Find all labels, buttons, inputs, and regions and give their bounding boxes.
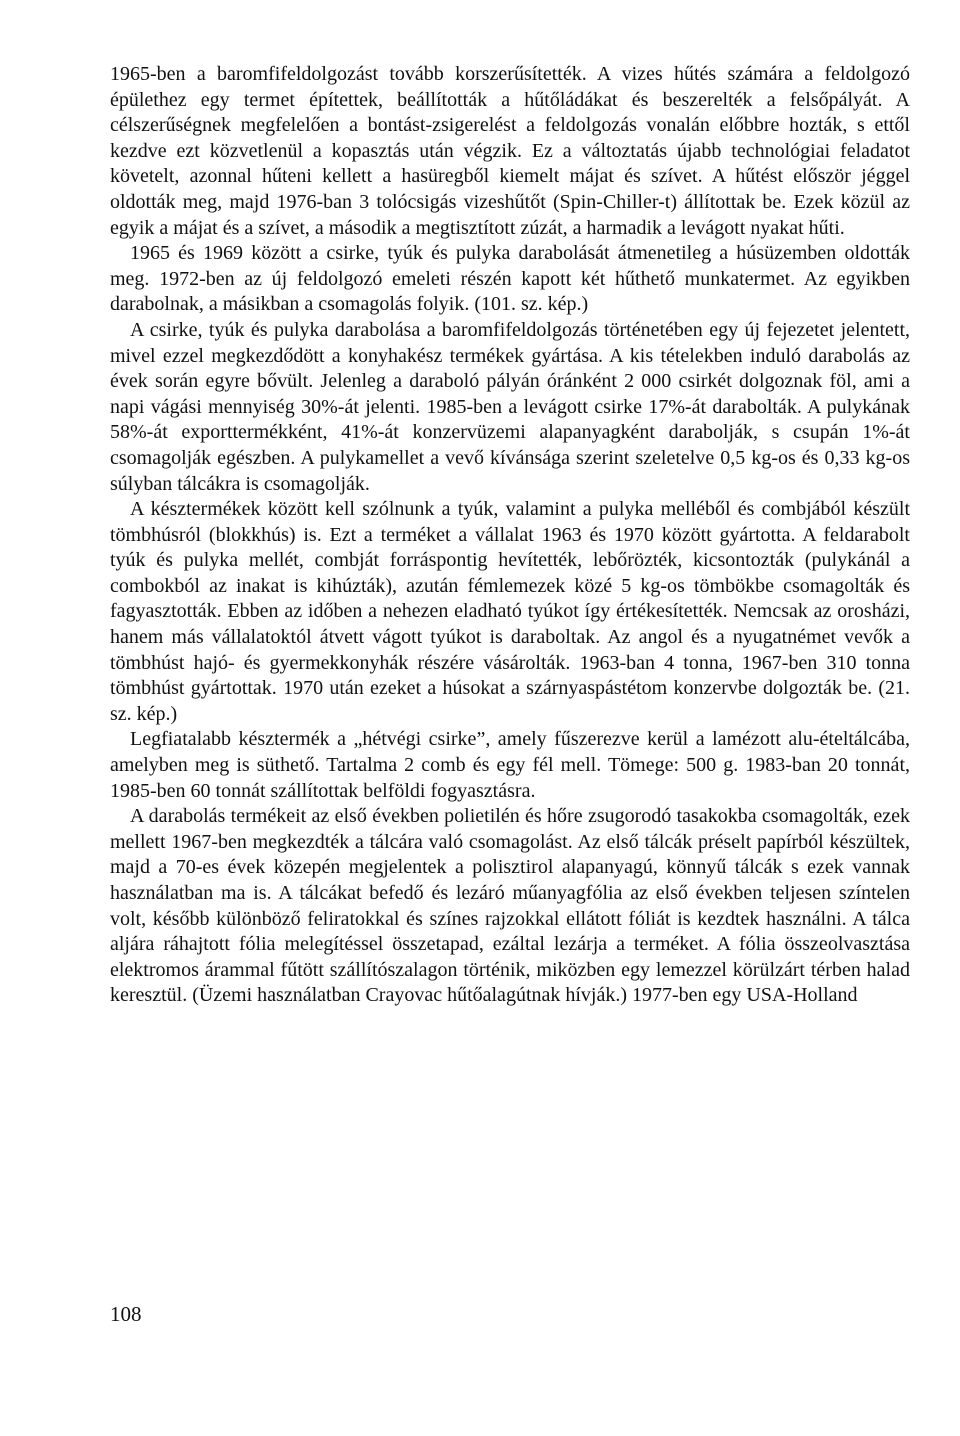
paragraph-3: A csirke, tyúk és pulyka darabolása a baromfifeldolgozás történetében egy új fejezetet jelentett, mivel ezzel megkezdődött a konyhakész termékek gyártása. A kis tételekben induló darabolás az évek során egyre bővült. Jelenleg a daraboló pályán óránként 2 000 csirkét dolgoznak föl, ami a napi vágási mennyiség 30%-át jelenti. 1985-ben a levágott csirke 17%-át darabolták. A pulykának 58%-át exporttermékként, 41%-át konzervüzemi alapanyagként darabolják, s csupán 1%-át csomagolják egészben. A pulykamellet a vevő kívánsága szerint szeletelve 0,5 kg-os és 0,33 kg-os súlyban tálcákra is csomagolják. — [110, 318, 910, 495]
paragraph-5: Legfiatalabb késztermék a „hétvégi csirke”, amely fűszerezve kerül a lamézott alu-ételtálcába, amelyben meg is süthető. Tartalma 2 comb és egy fél mell. Tömege: 500 g. 1983-ban 20 tonnát, 1985-ben 60 tonnát szállítottak belföldi fogyasztásra. — [110, 728, 910, 802]
paragraph-4: A késztermékek között kell szólnunk a tyúk, valamint a pulyka melléből és combjából készült tömbhúsról (blokkhús) is. Ezt a terméket a vállalat 1963 és 1970 között gyártotta. A feldarabolt tyúk és pulyka mellét, combját forráspontig hevítették, lebőrözték, kicsontozták (pulykánál a combokból az inakat is kihúzták), azután fémlemezek közé 5 kg-os tömbökbe csomagolták és fagyasztották. Ebben az időben a nehezen eladható tyúkot így értékesítették. Nemcsak az orosházi, hanem más vállalatoktól átvett vágott tyúkot is daraboltak. Az angol és a nyugatnémet vevők a tömbhúst hajó- és gyermekkonyhák részére vásárolták. 1963-ban 4 tonna, 1967-ben 310 tonna tömbhúst gyártottak. 1970 után ezeket a húsokat a szárnyaspástétom konzervbe dolgozták be. (21. sz. kép.) — [110, 498, 910, 725]
page-body — [110, 62, 910, 1009]
paragraph-1: 1965-ben a baromfifeldolgozást tovább korszerűsítették. A vizes hűtés számára a feldolgozó épülethez egy termet építettek, beállították a hűtőládákat és beszerelték a felsőpályát. A célszerűségnek megfelelően a bontást-zsigerelést a feldolgozás vonalán előbbre hozták, s ettől kezdve ezt közvetlenül a kopasztás után végzik. Ez a változtatás újabb technológiai feladatot követelt, azonnal hűteni kellett a hasüregből kiemelt májat és szívet. A hűtést először jéggel oldották meg, majd 1976-ban 3 tolócsigás vizeshűtőt (Spin-Chiller-t) állítottak be. Ezek közül az egyik a májat és a szívet, a második a megtisztított zúzát, a harmadik a levágott nyakat hűti. — [110, 63, 910, 239]
page-number: 108 — [110, 1302, 142, 1326]
paragraph-2: 1965 és 1969 között a csirke, tyúk és pulyka darabolását átmenetileg a húsüzemben oldották meg. 1972-ben az új feldolgozó emeleti részén kapott két hűthető munkatermet. Az egyikben darabolnak, a másikban a csomagolás folyik. (101. sz. kép.) — [110, 242, 910, 316]
paragraph-6: A darabolás termékeit az első években polietilén és hőre zsugorodó tasakokba csomagolták, ezek mellett 1967-ben megkezdték a tálcára való csomagolást. Az első tálcák préselt papírból készültek, majd a 70-es évek közepén megjelentek a polisztirol alapanyagú, könnyű tálcák s ezek vannak használatban ma is. A tálcákat befedő és lezáró műanyagfólia az első években teljesen színtelen volt, később különböző feliratokkal és színes rajzokkal ellátott fóliát is kezdtek használni. A tálca aljára ráhajtott fólia melegítéssel összetapad, ezáltal lezárja a terméket. A fólia összeolvasztása elektromos árammal fűtött szállítószalagon történik, miközben egy lemezzel körülzárt térben halad keresztül. (Üzemi használatban Crayovac hűtőalagútnak hívják.) 1977-ben egy USA-Holland — [110, 805, 910, 1007]
